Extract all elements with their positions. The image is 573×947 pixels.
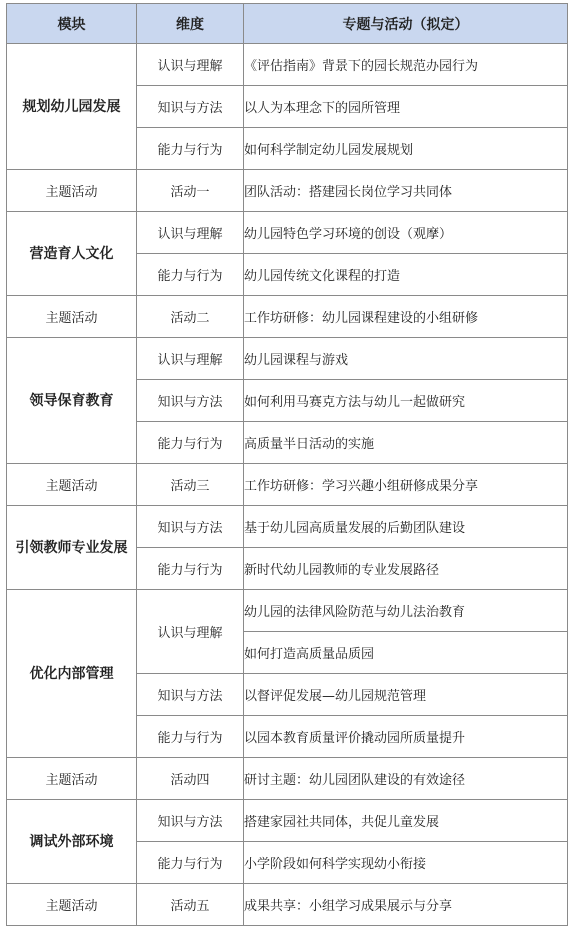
dimension-cell: 能力与行为 (137, 254, 244, 296)
topic-cell: 成果共享：小组学习成果展示与分享 (244, 884, 568, 926)
dimension-cell: 能力与行为 (137, 548, 244, 590)
dimension-cell: 能力与行为 (137, 842, 244, 884)
dimension-cell: 认识与理解 (137, 44, 244, 86)
topic-cell: 高质量半日活动的实施 (244, 422, 568, 464)
table-row (7, 800, 568, 842)
module-cell: 优化内部管理 (7, 590, 137, 758)
topic-cell: 小学阶段如何科学实现幼小衔接 (244, 842, 568, 884)
module-cell: 调试外部环境 (7, 800, 137, 884)
topic-cell: 以人为本理念下的园所管理 (244, 86, 568, 128)
topic-cell: 幼儿园课程与游戏 (244, 338, 568, 380)
training-plan-table (6, 3, 568, 926)
dimension-cell: 知识与方法 (137, 86, 244, 128)
dimension-cell: 知识与方法 (137, 800, 244, 842)
dimension-cell: 认识与理解 (137, 212, 244, 254)
module-cell: 规划幼儿园发展 (7, 44, 137, 170)
dimension-cell: 认识与理解 (137, 590, 244, 674)
module-cell: 营造育人文化 (7, 212, 137, 296)
topic-cell: 基于幼儿园高质量发展的后勤团队建设 (244, 506, 568, 548)
module-cell: 主题活动 (7, 296, 137, 338)
dimension-cell: 活动三 (137, 464, 244, 506)
topic-cell: 《评估指南》背景下的园长规范办园行为 (244, 44, 568, 86)
table-row (7, 338, 568, 380)
activity-row (7, 170, 568, 212)
dimension-cell: 能力与行为 (137, 716, 244, 758)
topic-cell: 工作坊研修：幼儿园课程建设的小组研修 (244, 296, 568, 338)
module-cell: 主题活动 (7, 170, 137, 212)
dimension-cell: 能力与行为 (137, 128, 244, 170)
topic-cell: 以园本教育质量评价撬动园所质量提升 (244, 716, 568, 758)
topic-cell: 如何打造高质量品质园 (244, 632, 568, 674)
topic-cell: 幼儿园特色学习环境的创设（观摩） (244, 212, 568, 254)
topic-cell: 如何利用马赛克方法与幼儿一起做研究 (244, 380, 568, 422)
module-cell: 领导保育教育 (7, 338, 137, 464)
module-cell: 主题活动 (7, 758, 137, 800)
module-cell: 主题活动 (7, 464, 137, 506)
activity-row (7, 464, 568, 506)
header-dimension: 维度 (137, 4, 244, 44)
dimension-cell: 活动五 (137, 884, 244, 926)
topic-cell: 以督评促发展—幼儿园规范管理 (244, 674, 568, 716)
dimension-cell: 活动一 (137, 170, 244, 212)
table-row (7, 212, 568, 254)
dimension-cell: 知识与方法 (137, 506, 244, 548)
dimension-cell: 知识与方法 (137, 380, 244, 422)
header-module: 模块 (7, 4, 137, 44)
dimension-cell: 活动四 (137, 758, 244, 800)
table-row (7, 590, 568, 632)
topic-cell: 研讨主题：幼儿园团队建设的有效途径 (244, 758, 568, 800)
topic-cell: 如何科学制定幼儿园发展规划 (244, 128, 568, 170)
activity-row (7, 884, 568, 926)
topic-cell: 新时代幼儿园教师的专业发展路径 (244, 548, 568, 590)
module-cell: 引领教师专业发展 (7, 506, 137, 590)
topic-cell: 搭建家园社共同体，共促儿童发展 (244, 800, 568, 842)
dimension-cell: 能力与行为 (137, 422, 244, 464)
header-row (7, 4, 568, 44)
activity-row (7, 296, 568, 338)
table-row (7, 506, 568, 548)
header-topic: 专题与活动（拟定） (244, 4, 568, 44)
topic-cell: 工作坊研修：学习兴趣小组研修成果分享 (244, 464, 568, 506)
dimension-cell: 知识与方法 (137, 674, 244, 716)
table-row (7, 44, 568, 86)
module-cell: 主题活动 (7, 884, 137, 926)
dimension-cell: 认识与理解 (137, 338, 244, 380)
topic-cell: 幼儿园的法律风险防范与幼儿法治教育 (244, 590, 568, 632)
activity-row (7, 758, 568, 800)
dimension-cell: 活动二 (137, 296, 244, 338)
topic-cell: 团队活动：搭建园长岗位学习共同体 (244, 170, 568, 212)
topic-cell: 幼儿园传统文化课程的打造 (244, 254, 568, 296)
